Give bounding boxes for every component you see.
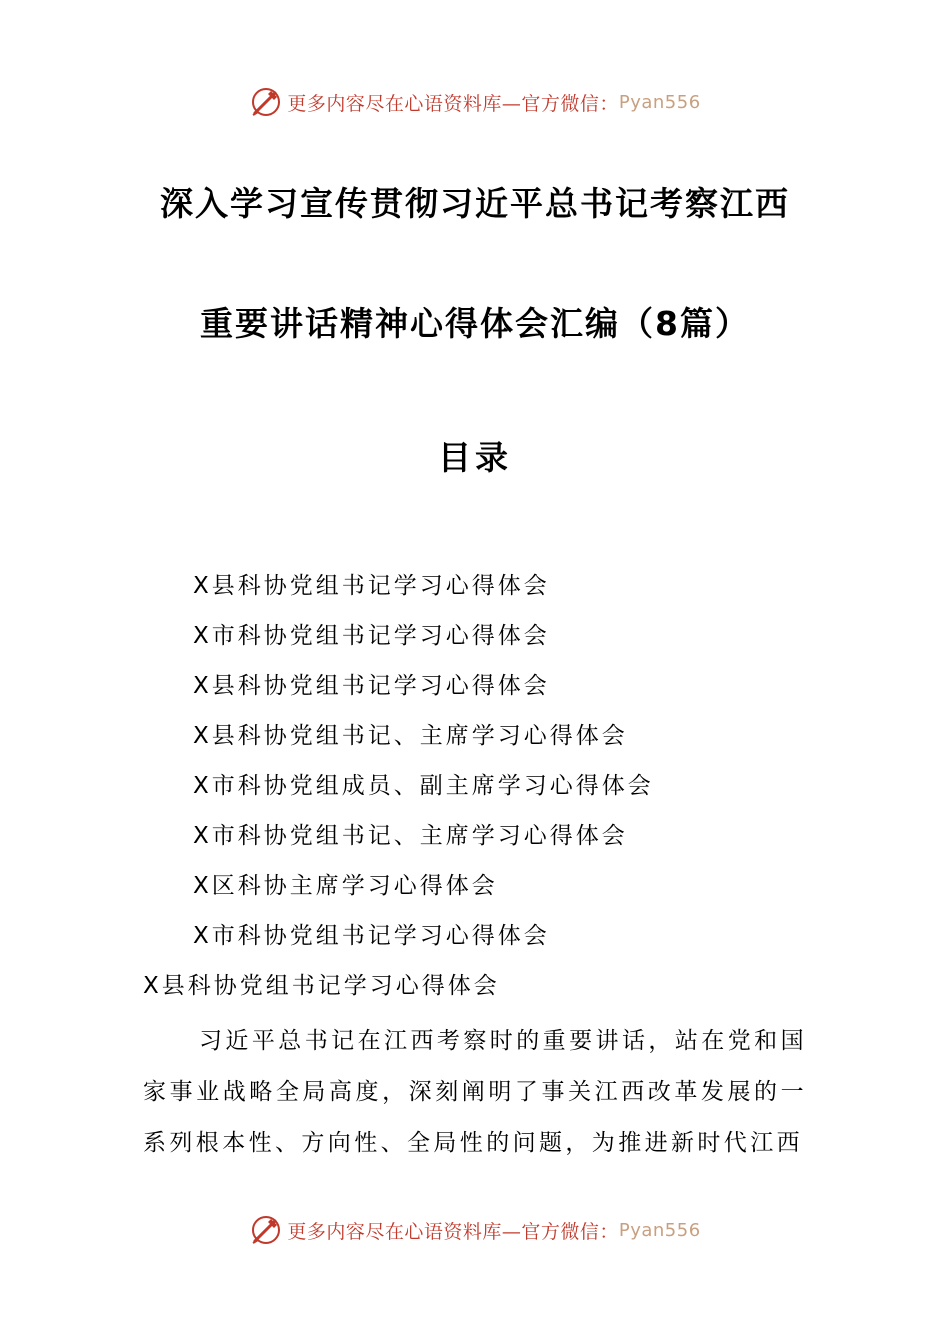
watermark-wechat-id: Pyan556 — [618, 91, 701, 113]
table-of-contents — [193, 566, 654, 966]
watermark-banner-top — [0, 82, 950, 122]
body-paragraph: 习近平总书记在江西考察时的重要讲话，站在党和国家事业战略全局高度，深刻阐明了事关江西改革发展的一系列根本性、方向性、全局性的问题，为推进新时代江西 — [143, 1028, 807, 1156]
toc-heading: 目录 — [438, 438, 512, 477]
pen-logo-icon — [249, 85, 283, 119]
toc-item: X县科协党组书记、主席学习心得体会 — [193, 723, 628, 749]
section-heading: X县科协党组书记学习心得体会 — [143, 973, 500, 999]
toc-item: X县科协党组书记学习心得体会 — [193, 573, 550, 599]
watermark-text: 更多内容尽在心语资料库—官方微信： — [287, 92, 619, 115]
document-title-line-1: 深入学习宣传贯彻习近平总书记考察江西 — [160, 184, 790, 223]
toc-item: X县科协党组书记学习心得体会 — [193, 673, 550, 699]
watermark-wechat-id: Pyan556 — [618, 1219, 701, 1241]
document-title-line-2: 重要讲话精神心得体会汇编（8篇） — [200, 304, 750, 343]
watermark-banner-bottom — [0, 1210, 950, 1250]
toc-item: X市科协党组书记、主席学习心得体会 — [193, 823, 628, 849]
toc-item: X市科协党组书记学习心得体会 — [193, 623, 550, 649]
toc-item: X区科协主席学习心得体会 — [193, 873, 498, 899]
toc-item: X市科协党组书记学习心得体会 — [193, 923, 550, 949]
pen-logo-icon — [249, 1213, 283, 1247]
toc-item: X市科协党组成员、副主席学习心得体会 — [193, 773, 654, 799]
watermark-text: 更多内容尽在心语资料库—官方微信： — [287, 1220, 619, 1243]
